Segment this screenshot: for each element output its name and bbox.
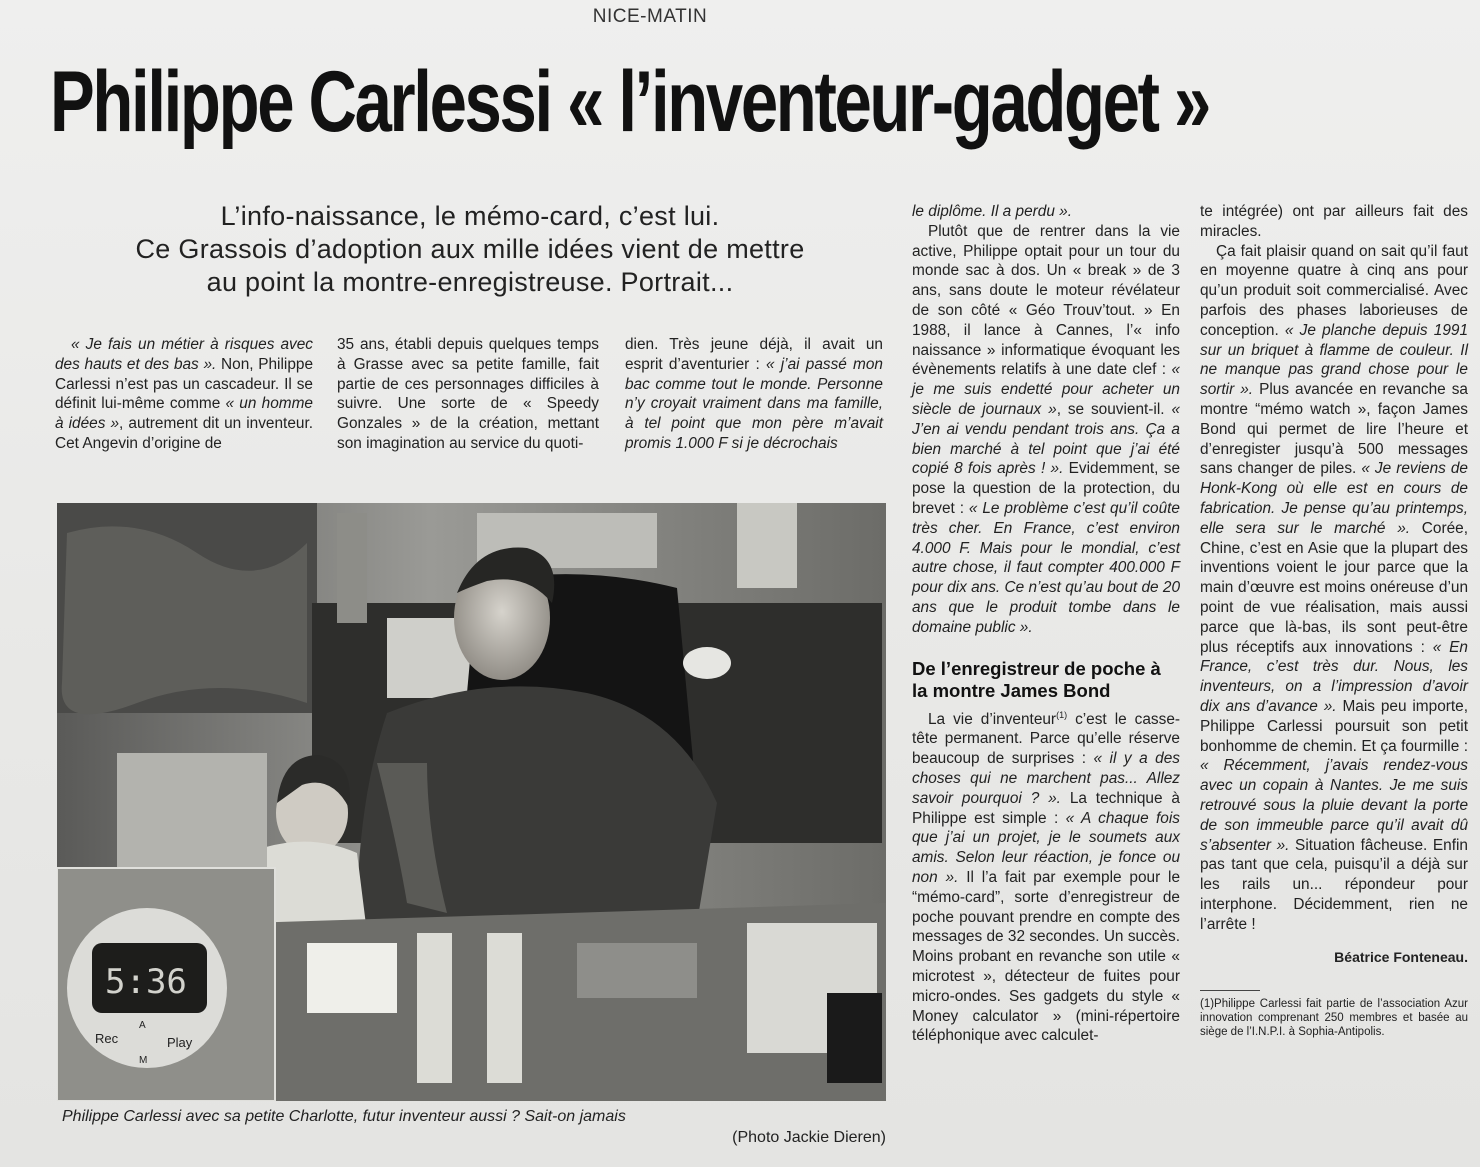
quote: « Je planche depuis 1991 sur un briquet à flamme de couleur. Il ne manque pas grand chose pour le sortir ». (1200, 321, 1469, 399)
card-strip (417, 933, 452, 1083)
photo-credit: (Photo Jackie Dieren) (732, 1129, 886, 1146)
quote: « Je fais un métier à risques avec des hauts et des bas ». (55, 336, 313, 373)
body-text: Plutôt que de rentrer dans la vie active, Philippe optait pour un tour du monde sac à dos. Un « break » de 3 ans, sans doute le moteur révélateur de son côté « Géo Trouv’tout. » En 1988, il lance à Cannes, l’« info naissance » informatique évoquant les évènements relatifs à une date clef : (912, 222, 1180, 379)
footnote-ref: (1) (1056, 709, 1068, 720)
a-button-label: A (139, 1020, 146, 1031)
author-signature: Béatrice Fonteneau. (1334, 949, 1468, 966)
body-text: Plus avancée en revanche sa montre “mémo watch », façon James Bond qui permet de lire l’heure et d’enregister jusqu’à 500 messages sans changer de piles. (1200, 381, 1468, 478)
watch-display: 5:36 (105, 962, 187, 1002)
body-text: La vie d’inventeur (928, 710, 1057, 728)
tray (337, 513, 367, 623)
body-text: Corée, Chine, c’est en Asie que la plupart des inventions voient le jour parce que la main d’œuvre est moins onéreuse d’un point de vue réalisation, mais aussi parce que là-bas, ils sont peut-être plus réceptifs aux innovations : (1200, 519, 1468, 656)
body-text: dien. Très jeune déjà, il avait un esprit d’aventurier : (625, 336, 883, 373)
deck-line: Ce Grassois d’adoption aux mille idées vient de mettre (135, 234, 805, 264)
rec-button-label: Rec (95, 1031, 119, 1046)
column-5 (1200, 202, 1468, 1039)
body-text: , autrement dit un inventeur. Cet Angevin d’origine de (55, 415, 313, 452)
quote: « J’en ai vendu pendant trois ans. Ça a bien marché à tel point que j’ai été copié 8 fois après ! ». (912, 400, 1180, 478)
article-photo (57, 503, 886, 1101)
masthead: NICE-MATIN (592, 6, 708, 27)
body-text: Evidemment, se pose la question de la protection, du brevet : (912, 460, 1180, 517)
photo-caption (62, 1106, 886, 1148)
footnote-divider (1200, 990, 1260, 991)
column-3 (625, 335, 883, 454)
column-1 (55, 335, 313, 454)
card-strip (487, 933, 522, 1083)
quote: le diplôme. Il a perdu ». (912, 203, 1072, 220)
body-text: , se souvient-il. (1056, 400, 1172, 418)
quote: « Récemment, j’avais rendez-vous avec un copain à Nantes. Je me suis retrouvé sous la pluie devant la porte de son immeuble parce qu’il avait dû s’absenter ». (1200, 757, 1468, 854)
circuit-board (577, 943, 697, 998)
subheading: De l’enregistreur de poche à la montre James Bond (912, 657, 1161, 701)
body-text: La technique à Philippe est simple : (912, 789, 1180, 827)
column-2 (337, 335, 599, 454)
column-4 (912, 202, 1180, 1046)
quote: « il y a des choses qui ne marchent pas... Allez savoir pourquoi ? ». (912, 750, 1180, 807)
drawer-cabinet (117, 753, 267, 873)
quote: « A chaque fois que j’ai un projet, je le soumets aux amis. Selon leur réaction, je fonce ou non ». (912, 809, 1180, 887)
deck-line: au point la montre-enregistreuse. Portrait... (206, 267, 734, 297)
body-text: c’est le casse-tête permanent. Parce qu’elle réserve beaucoup de surprises : (912, 710, 1180, 768)
body-text: te intégrée) ont par ailleurs fait des miracles. (1200, 203, 1468, 240)
device-box (827, 993, 882, 1083)
body-text: Mais peu importe, Philippe Carlessi poursuit son petit bonhomme de chemin. Et ça fourmille : (1200, 697, 1468, 755)
quote: « je me suis endetté pour acheter un siècle de journaux » (912, 361, 1180, 418)
deck (40, 200, 900, 299)
body-text: 35 ans, établi depuis quelques temps à Grasse avec sa petite famille, fait partie de ces personnages difficiles à suivre. Une sorte de « Speedy Gonzales » de la création, mettant son imagination au service du quoti- (337, 336, 599, 452)
deck-line: L’info-naissance, le mémo-card, c’est lui. (220, 201, 720, 231)
caption-text: Philippe Carlessi avec sa petite Charlotte, futur inventeur aussi ? Sait-on jamais (62, 1108, 626, 1125)
quote: « un homme à idées » (55, 395, 313, 433)
quote: « Je reviens de Honk-Kong où elle est en cours de fabrication. Je pense qu’au printemps, elle sera sur le marché ». (1200, 460, 1468, 537)
m-button-label: M (139, 1055, 148, 1066)
play-button-label: Play (167, 1035, 193, 1050)
paper-roll (683, 647, 731, 679)
papers (307, 943, 397, 1013)
quote: « j’ai passé mon bac comme tout le monde. Personne n’y croyait vraiment dans ma famille, à tel point que mon père m’avait promis 1.000 F si je décrochais (625, 355, 883, 452)
body-text: Non, Philippe Carlessi n’est pas un cascadeur. Il se définit lui-même comme (55, 355, 313, 413)
body-text: Situation fâcheuse. Enfin pas tant que cela, puisqu’il a déjà sur les rails un... répondeur pour interphone. Décidemment, rien ne l’arrête ! (1200, 836, 1468, 933)
quote: « Le problème c’est qu’il coûte très cher. En France, c’est environ 4.000 F. Mais pour le mondial, c’est autre chose, il faut compter 400.000 F pour dix ans. Ce n’est qu’au bout de 20 ans que le produit tombe dans le domaine public ». (912, 499, 1180, 636)
headline: Philippe Carlessi « l’inventeur-gadget » (50, 54, 1209, 150)
quote: « En France, c’est très dur. Nous, les inventeurs, on a l’impression d’avoir dix ans d’avance ». (1200, 638, 1468, 715)
body-text: Il l’a fait par exemple pour le “mémo-card”, sorte d’enregistreur de poche pouvant prendre en compte des messages de 32 secondes. Un succès. Moins probant en revanche son utile « microtest », détecteur de fuites pour micro-ondes. Ses gadgets du style « Money calculator » (mini-répertoire téléphonique avec calculet- (912, 869, 1180, 1045)
footnote: (1)Philippe Carlessi fait partie de l’association Azur innovation comprenant 250 membres et basée au siège de l’I.N.P.I. à Sophia-Antipolis. (1200, 998, 1468, 1039)
poster (737, 503, 797, 588)
body-text: Ça fait plaisir quand on sait qu’il faut en moyenne quatre à cinq ans pour qu’un produit soit commercialisé. Avec parfois des phases laborieuses de conception. (1200, 242, 1468, 339)
